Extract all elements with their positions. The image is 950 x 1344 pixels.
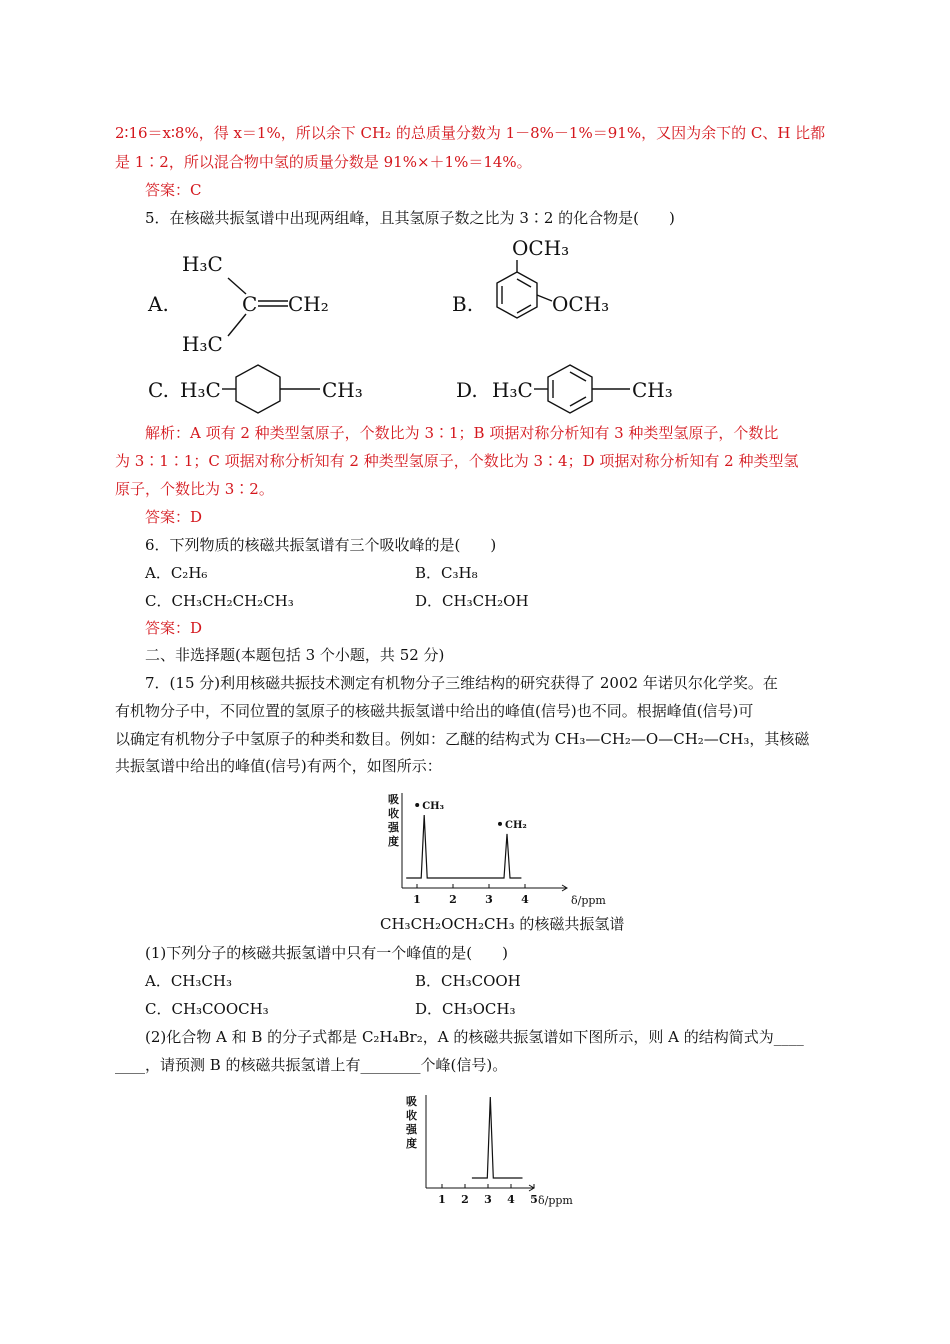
spectrum-caption: CH₃CH₂OCH₂CH₃ 的核磁共振氢谱	[380, 915, 625, 933]
option-a-label: A.	[148, 292, 169, 316]
peak-marker	[498, 822, 502, 826]
q5-options-ab	[140, 228, 640, 358]
x-tick-label: 1	[438, 1193, 446, 1206]
c-left: H₃C	[180, 378, 221, 402]
x-axis-label: δ/ppm	[538, 1194, 573, 1207]
y-axis-label: 吸收强度	[388, 793, 399, 848]
b-och3-right: OCH₃	[552, 292, 610, 316]
peak-marker	[415, 803, 419, 807]
option-c-label: C.	[148, 378, 169, 402]
q6-option-a: A．C₂H₆	[145, 564, 208, 582]
explanation-5: 解析：A 项有 2 种类型氢原子，个数比为 3∶1；B 项据对称分析知有 3 种类型氢原子，个数比	[145, 424, 779, 442]
y-axis-label: 吸收强度	[406, 1095, 417, 1150]
question-7: 以确定有机物分子中氢原子的种类和数目。例如：乙醚的结构式为 CH₃—CH₂—O—CH₂—CH₃，其核磁	[115, 730, 810, 748]
question-6: 6．下列物质的核磁共振氢谱有三个吸收峰的是( )	[145, 536, 497, 554]
q5-options-cd	[140, 360, 700, 416]
explanation-5: 原子，个数比为 3∶2。	[115, 480, 274, 498]
question-7: 有机物分子中，不同位置的氢原子的核磁共振氢谱中给出的峰值(信号)也不同。根据峰值(信号)可	[115, 702, 754, 720]
d-left: H₃C	[492, 378, 533, 402]
q6-option-d: D．CH₃CH₂OH	[415, 592, 529, 610]
a-carbon: C	[242, 292, 258, 316]
b-och3-top: OCH₃	[512, 236, 570, 260]
s1-option-d: D．CH₃OCH₃	[415, 1000, 516, 1018]
nmr-spectrum-2	[400, 1085, 590, 1210]
s1-option-a: A．CH₃CH₃	[145, 972, 232, 990]
sub-question-1: (1)下列分子的核磁共振氢谱中只有一个峰值的是( )	[145, 944, 508, 962]
x-tick-label: 3	[484, 1193, 492, 1206]
s1-option-c: C．CH₃COOCH₃	[145, 1000, 269, 1018]
c-right: CH₃	[322, 378, 363, 402]
option-b-label: B.	[452, 292, 474, 316]
benzene-ring-icon	[497, 260, 552, 318]
answer-5: 答案：D	[145, 508, 203, 526]
x-tick-label: 2	[449, 893, 457, 906]
x-tick-label: 3	[485, 893, 493, 906]
sub-question-2: ____，请预测 B 的核磁共振氢谱上有________个峰(信号)。	[115, 1056, 508, 1074]
a-ch2: CH₂	[288, 292, 329, 316]
a-h3c-top: H₃C	[182, 252, 223, 276]
q6-option-c: C．CH₃CH₂CH₂CH₃	[145, 592, 294, 610]
answer-6: 答案：D	[145, 619, 203, 637]
peak-label: CH₃	[422, 801, 444, 812]
question-7: 7．(15 分)利用核磁共振技术测定有机物分子三维结构的研究获得了 2002 年诺贝尔化学奖。在	[145, 674, 778, 692]
x-tick-label: 1	[413, 893, 421, 906]
peak-label: CH₂	[505, 819, 527, 831]
a-h3c-bottom: H₃C	[182, 332, 223, 356]
section-heading: 二、非选择题(本题包括 3 个小题，共 52 分)	[145, 646, 445, 664]
q6-option-b: B．C₃H₈	[415, 564, 478, 582]
answer-4: 答案：C	[145, 181, 202, 199]
x-axis-label: δ/ppm	[571, 894, 606, 907]
sub-question-2: (2)化合物 A 和 B 的分子式都是 C₂H₄Br₂，A 的核磁共振氢谱如下图所示，则 A 的结构简式为____	[145, 1028, 804, 1046]
text-line: 2∶16＝x∶8%，得 x＝1%，所以余下 CH₂ 的总质量分数为 1－8%－1%＝91%，又因为余下的 C、H 比都	[115, 124, 826, 142]
s1-option-b: B．CH₃COOH	[415, 972, 521, 990]
x-tick-label: 5	[530, 1193, 538, 1206]
x-tick-label: 4	[507, 1193, 515, 1206]
d-right: CH₃	[632, 378, 673, 402]
option-d-label: D.	[456, 378, 478, 402]
a-bonds	[228, 278, 288, 336]
x-tick-label: 4	[521, 893, 529, 906]
spectrum-trace	[472, 1097, 523, 1178]
explanation-5: 为 3∶1∶1；C 项据对称分析知有 2 种类型氢原子，个数比为 3∶4；D 项据对称分析知有 2 种类型氢	[115, 452, 799, 470]
cyclohexane-ring-icon	[236, 365, 280, 413]
question-7: 共振氢谱中给出的峰值(信号)有两个，如图所示：	[115, 757, 442, 775]
question-5: 5．在核磁共振氢谱中出现两组峰，且其氢原子数之比为 3∶2 的化合物是( )	[145, 209, 675, 227]
x-tick-label: 2	[461, 1193, 469, 1206]
nmr-spectrum-1	[380, 785, 610, 910]
text-line: 是 1∶2，所以混合物中氢的质量分数是 91%×＋1%＝14%。	[115, 153, 532, 171]
